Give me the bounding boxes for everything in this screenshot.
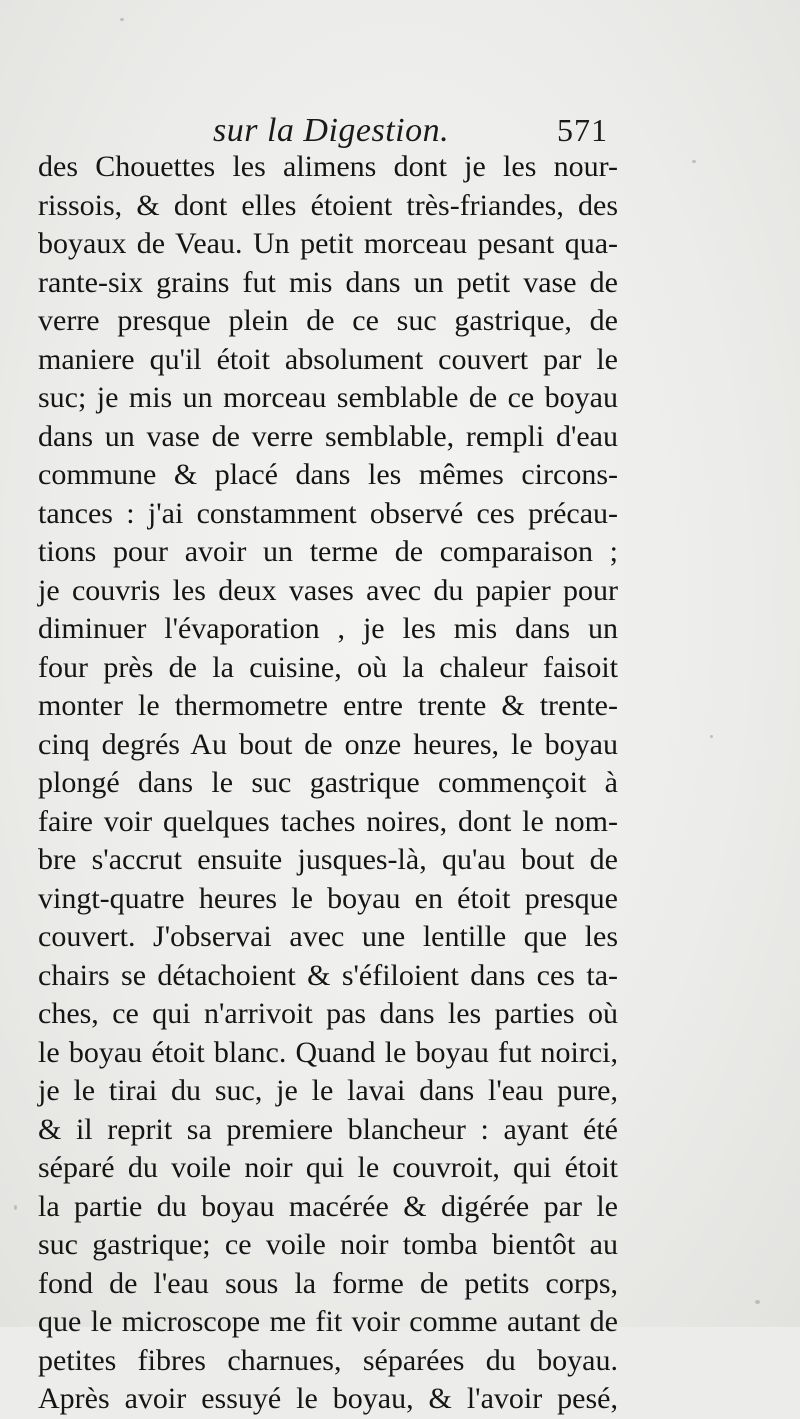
- text-line: suc gastrique; ce voile noir tomba bientôt au: [38, 1228, 618, 1261]
- text-line: maniere qu'il étoit absolument couvert par le: [38, 342, 618, 376]
- text-line: chairs se détachoient & s'éfiloient dans ces ta-: [38, 958, 618, 992]
- text-line: Après avoir essuyé le boyau, & l'avoir pesé,: [38, 1382, 618, 1415]
- text-line: plongé dans le suc gastrique commençoit à: [38, 766, 618, 799]
- text-line: vingt-quatre heures le boyau en étoit presque: [38, 881, 618, 915]
- text-line: tions pour avoir un terme de comparaison ;: [38, 535, 618, 568]
- text-line: couvert. J'observai avec une lentille que les: [38, 920, 618, 953]
- page-header: [38, 112, 608, 152]
- text-line: diminuer l'évaporation , je les mis dans un: [38, 612, 618, 645]
- text-line: & il reprit sa premiere blancheur : ayant été: [38, 1112, 618, 1146]
- text-line: que le microscope me fit voir comme autant de: [38, 1305, 618, 1338]
- text-line: dans un vase de verre semblable, rempli d'eau: [38, 419, 618, 453]
- text-line: monter le thermometre entre trente & trente-: [38, 689, 618, 722]
- text-line: boyaux de Veau. Un petit morceau pesant qua-: [38, 227, 618, 260]
- text-line: séparé du voile noir qui le couvroit, qui étoit: [38, 1151, 618, 1184]
- text-line: four près de la cuisine, où la chaleur faisoit: [38, 650, 618, 684]
- text-line: fond de l'eau sous la forme de petits corps,: [38, 1266, 618, 1300]
- text-line: cinq degrés Au bout de onze heures, le boyau: [38, 727, 618, 761]
- running-title: sur la Digestion.: [213, 112, 450, 149]
- body-text: [38, 148, 618, 1419]
- text-line: des Chouettes les alimens dont je les nour-: [38, 150, 618, 183]
- paper-speck: [692, 160, 696, 163]
- paper-speck: [120, 18, 124, 21]
- text-line: ches, ce qui n'arrivoit pas dans les parties où: [38, 997, 618, 1030]
- text-line: commune & placé dans les mêmes circons-: [38, 458, 618, 491]
- paper-speck: [755, 1300, 760, 1304]
- text-line: rissois, & dont elles étoient très-friandes, des: [38, 188, 618, 222]
- page-number: 571: [557, 112, 608, 148]
- text-line: je couvris les deux vases avec du papier pour: [38, 573, 618, 607]
- text-line: verre presque plein de ce suc gastrique, de: [38, 304, 618, 337]
- text-line: suc; je mis un morceau semblable de ce boyau: [38, 381, 618, 414]
- text-line: petites fibres charnues, séparées du boyau.: [38, 1343, 618, 1377]
- text-line: bre s'accrut ensuite jusques-là, qu'au bout de: [38, 843, 618, 876]
- text-line: rante-six grains fut mis dans un petit vase de: [38, 265, 618, 299]
- paper-speck: [14, 1205, 17, 1210]
- paper-speck: [710, 735, 713, 738]
- text-line: la partie du boyau macérée & digérée par le: [38, 1189, 618, 1223]
- text-line: tances : j'ai constamment observé ces précau-: [38, 496, 618, 530]
- text-line: le boyau étoit blanc. Quand le boyau fut noirci,: [38, 1035, 618, 1069]
- text-line: je le tirai du suc, je le lavai dans l'eau pure,: [38, 1074, 618, 1107]
- text-line: faire voir quelques taches noires, dont le nom-: [38, 804, 618, 838]
